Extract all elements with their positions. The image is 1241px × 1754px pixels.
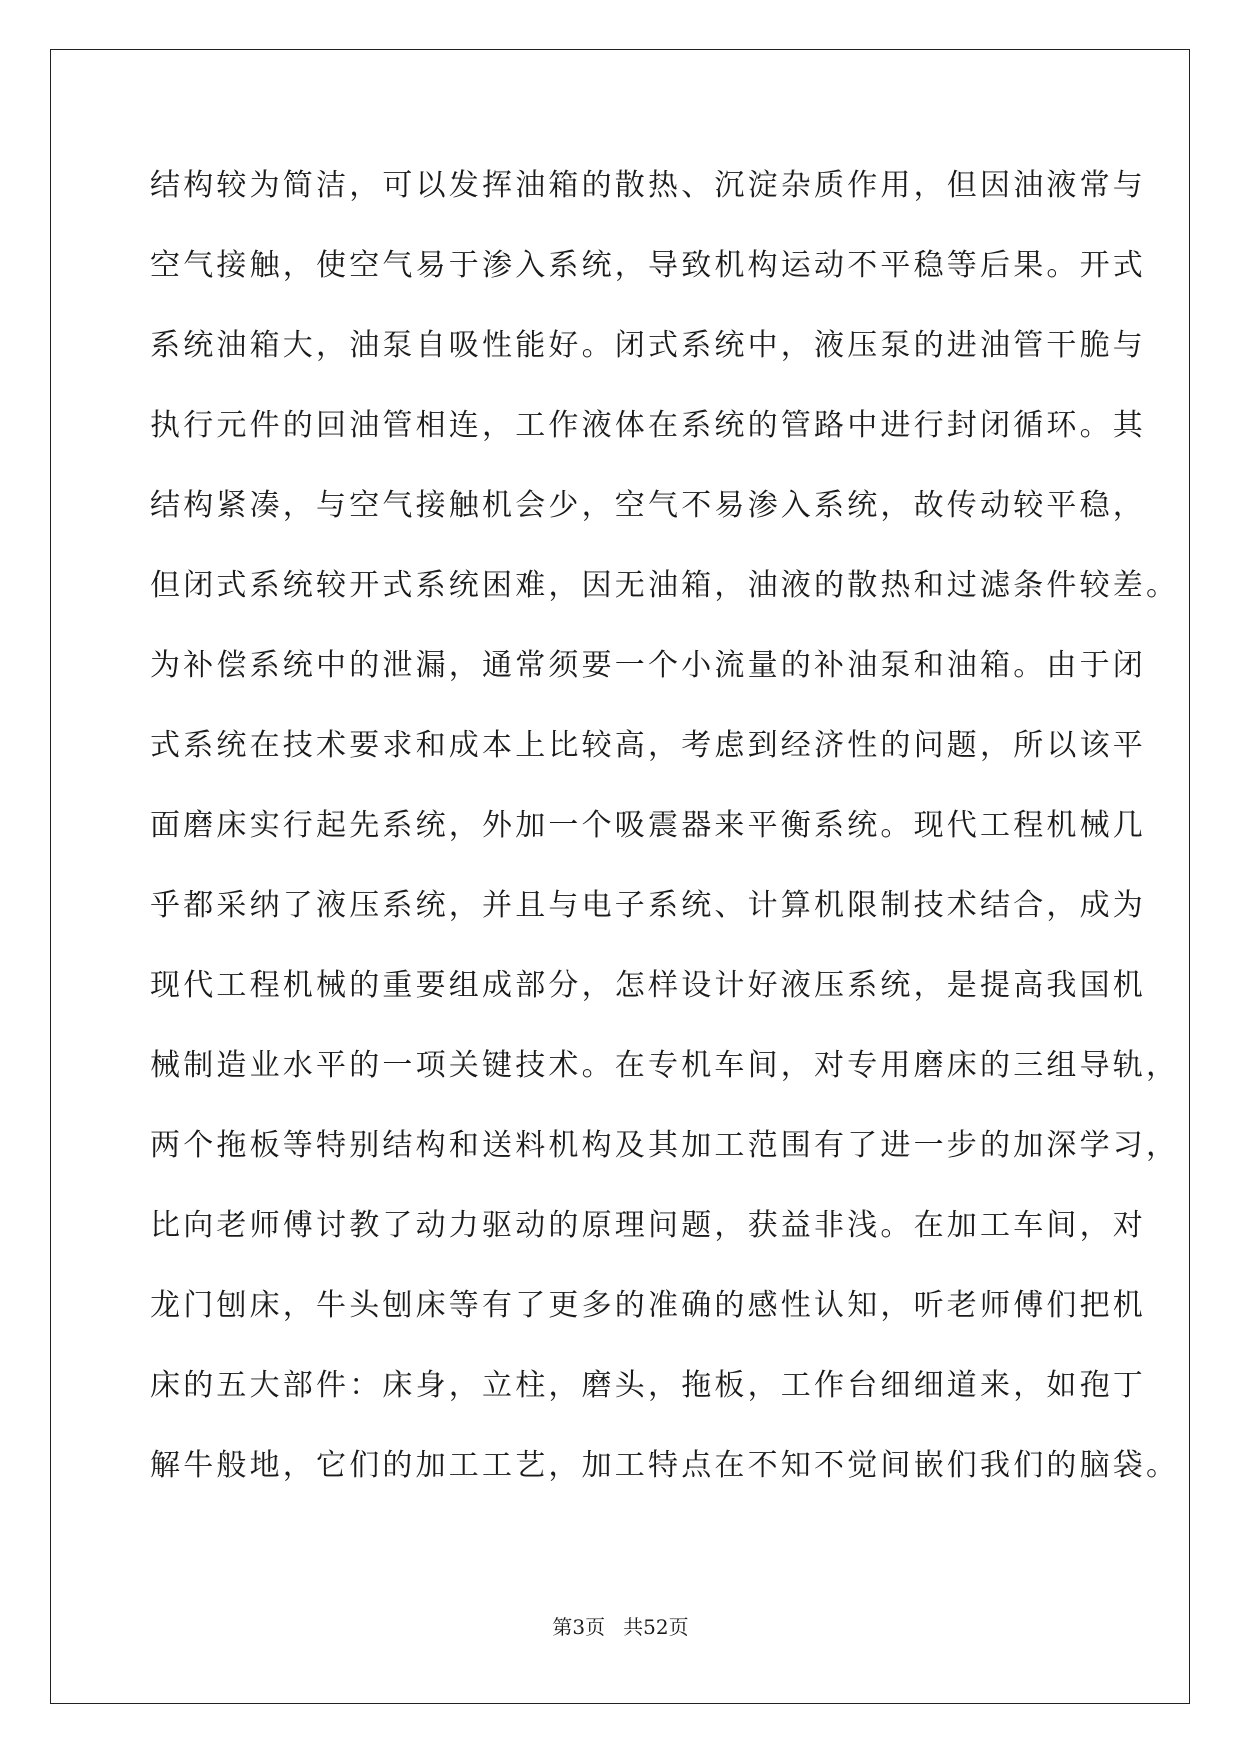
text-line: 系统油箱大，油泵自吸性能好。闭式系统中，液压泵的进油管干脆与 (150, 328, 1146, 363)
text-line: 械制造业水平的一项关键技术。在专机车间，对专用磨床的三组导轨， (150, 1048, 1180, 1083)
text-line: 结构紧凑，与空气接触机会少，空气不易渗入系统，故传动较平稳， (150, 488, 1146, 523)
text-line: 现代工程机械的重要组成部分，怎样设计好液压系统，是提高我国机 (150, 968, 1146, 1003)
text-line: 面磨床实行起先系统，外加一个吸震器来平衡系统。现代工程机械几 (150, 808, 1146, 843)
text-line: 床的五大部件：床身，立柱，磨头，拖板，工作台细细道来，如孢丁 (150, 1368, 1146, 1403)
text-line: 解牛般地，它们的加工工艺，加工特点在不知不觉间嵌们我们的脑袋。 (150, 1448, 1180, 1483)
body-text (150, 160, 1180, 1520)
text-line: 但闭式系统较开式系统困难，因无油箱，油液的散热和过滤条件较差。 (150, 568, 1180, 603)
text-line: 龙门刨床，牛头刨床等有了更多的准确的感性认知，听老师傅们把机 (150, 1288, 1146, 1323)
text-line: 两个拖板等特别结构和送料机构及其加工范围有了进一步的加深学习， (150, 1128, 1180, 1163)
text-line: 为补偿系统中的泄漏，通常须要一个小流量的补油泵和油箱。由于闭 (150, 648, 1146, 683)
text-line: 乎都采纳了液压系统，并且与电子系统、计算机限制技术结合，成为 (150, 888, 1146, 923)
text-line: 比向老师傅讨教了动力驱动的原理问题，获益非浅。在加工车间，对 (150, 1208, 1146, 1243)
text-line: 式系统在技术要求和成本上比较高，考虑到经济性的问题，所以该平 (150, 728, 1146, 763)
text-line: 执行元件的回油管相连，工作液体在系统的管路中进行封闭循环。其 (150, 408, 1146, 443)
page-footer (0, 1611, 1241, 1640)
text-line: 结构较为简洁，可以发挥油箱的散热、沉淀杂质作用，但因油液常与 (150, 168, 1146, 203)
text-line: 空气接触，使空气易于渗入系统，导致机构运动不平稳等后果。开式 (150, 248, 1146, 283)
page-number: 第3页 (552, 1615, 606, 1639)
page-total: 共52页 (623, 1615, 689, 1639)
